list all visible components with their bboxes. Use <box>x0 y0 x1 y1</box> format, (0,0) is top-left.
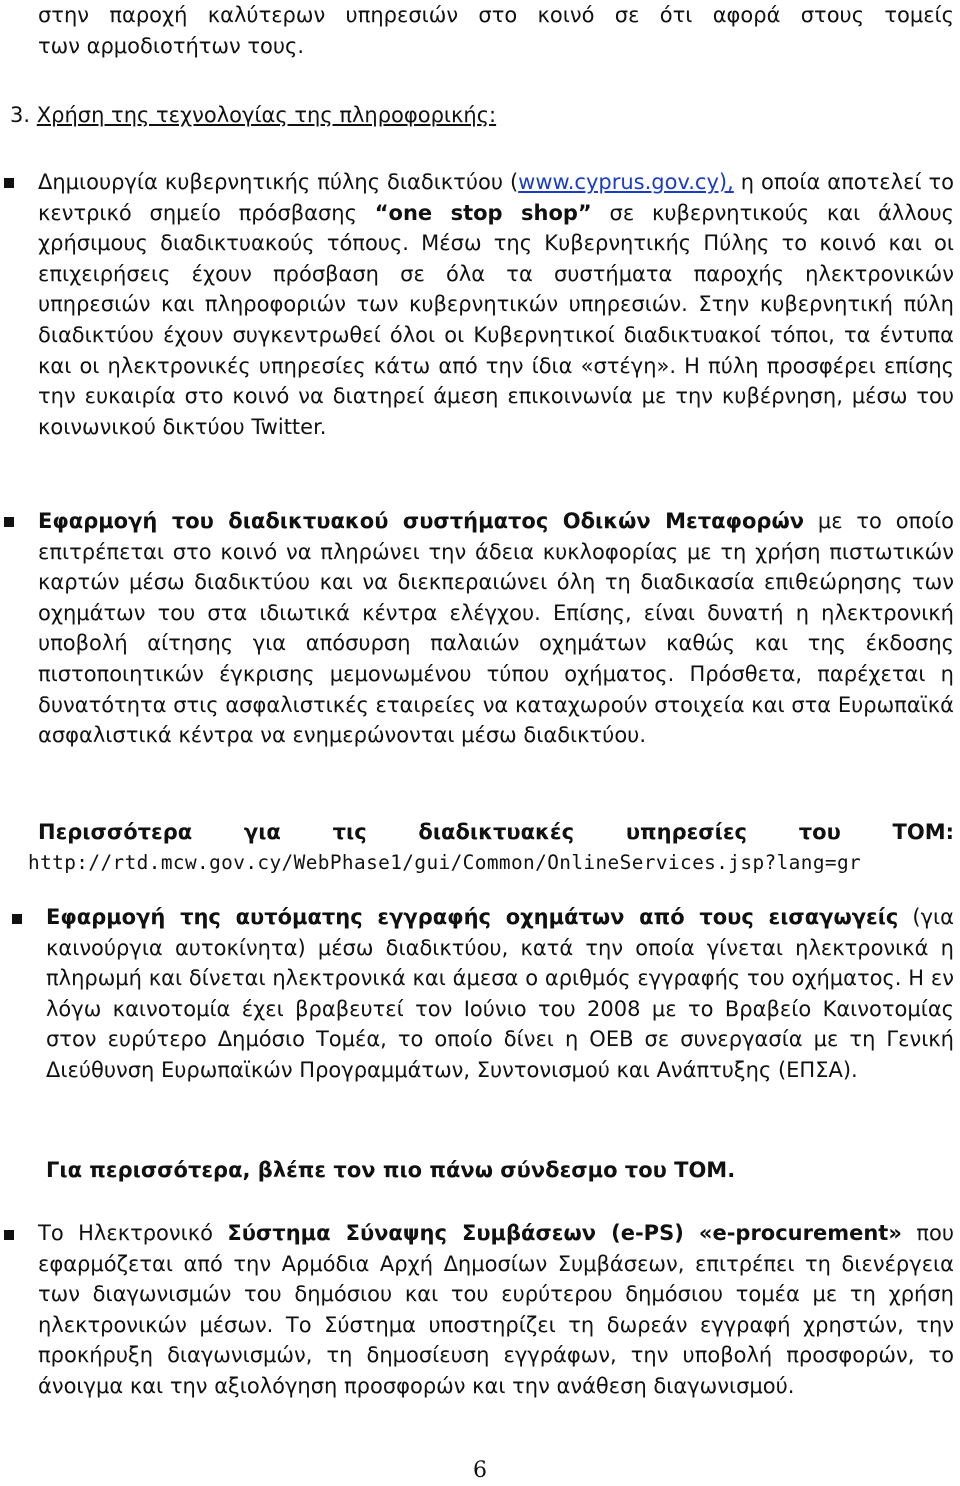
road-transport-title: Εφαρμογή του διαδικτυακού συστήματος Οδικών Μεταφορών <box>38 509 805 533</box>
intro-line-2: των αρμοδιοτήτων τους. <box>38 34 305 58</box>
auto-registration-text: (για καινούργια αυτοκίνητα) μέσω διαδικτύου, κατά την οποία γίνεται ηλεκτρονικά η πληρωμή και δίνεται ηλεκτρονικά και άμεσα ο αριθμός εγγραφής του οχήματος. Η εν λόγω καινοτομία έχει βραβευτεί τον Ιούνιο του 2008 με το Βραβείο Καινοτομίας στον ευρύτερο Δημόσιο Τομέα, το οποίο δίνει η ΟΕΒ σε συνεργασία με τη Γενική Διεύθυνση Ευρωπαϊκών Προγραμμάτων, Συντονισμού και Ανάπτυξης (ΕΠΣΑ). <box>46 905 954 1082</box>
e-procurement-paragraph <box>38 1218 954 1402</box>
portal-paragraph <box>38 167 954 442</box>
tom-url[interactable]: http://rtd.mcw.gov.cy/WebPhase1/gui/Common/OnlineServices.jsp?lang=gr <box>28 851 862 874</box>
portal-link[interactable]: www.cyprus.gov.cy), <box>518 170 734 194</box>
portal-text-1: Δημιουργία κυβερνητικής πύλης διαδικτύου ( <box>38 170 519 194</box>
e-procurement-text-2: που εφαρμόζεται από την Αρμόδια Αρχή Δημοσίων Συμβάσεων, επιτρέπει τη διενέργεια των διαγωνισμών του δημόσιου και του ευρύτερου δημόσιου τομέα με τη χρήση ηλεκτρονικών μέσων. Το Σύστημα υποστηρίζει τη δωρεάν εγγραφή χρηστών, την προκήρυξη διαγωνισμών, τη δημοσίευση εγγράφων, την υποβολή προσφορών, το άνοιγμα και την αξιολόγηση προσφορών και την ανάθεση διαγωνισμού. <box>38 1221 954 1398</box>
road-transport-text: με το οποίο επιτρέπεται στο κοινό να πληρώνει την άδεια κυκλοφορίας με τη χρήση πιστωτικών καρτών μέσω διαδικτύου και να διεκπεραιώνει όλη τη διαδικασία επιθεώρησης των οχημάτων του στα ιδιωτικά κέντρα ελέγχου. Επίσης, είναι δυνατή η ηλεκτρονική υποβολή αίτησης για απόσυρση παλαιών οχημάτων καθώς και της έκδοσης πιστοποιητικών έγκρισης μεμονωμένου τύπου οχήματος. Πρόσθετα, παρέχεται η δυνατότητα στις ασφαλιστικές εταιρείες να καταχωρούν στοιχεία και στα Ευρωπαϊκά ασφαλιστικά κέντρα να ενημερώνονται μέσω διαδικτύου. <box>38 509 955 748</box>
portal-text-2: η οποία αποτελεί το κεντρικό σημείο πρόσβασης <box>38 170 954 225</box>
bullet-icon <box>4 178 14 188</box>
section-number: 3. <box>10 103 31 127</box>
portal-text-3: σε κυβερνητικούς και άλλους χρήσιμους διαδικτυακούς τόπους. Μέσω της Κυβερνητικής Πύλης το κοινό και οι επιχειρήσεις έχουν πρόσβαση σε όλα τα συστήματα παροχής ηλεκτρονικών υπηρεσιών και πληροφοριών των κυβερνητικών υπηρεσιών. Στην κυβερνητική πύλη διαδικτύου έχουν συγκεντρωθεί όλοι οι Κυβερνητικοί διαδικτυακοί τόποι, τα έντυπα και οι ηλεκτρονικές υπηρεσίες κάτω από την ίδια «στέγη». Η πύλη προσφέρει επίσης την ευκαιρία στο κοινό να διατηρεί άμεση επικοινωνία με την κυβέρνηση, μέσω του κοινωνικού δικτύου Twitter. <box>38 200 954 439</box>
section-heading <box>10 100 610 130</box>
auto-registration-title: Εφαρμογή της αυτόματης εγγραφής οχημάτων από τους εισαγωγείς <box>46 905 899 929</box>
road-transport-paragraph <box>38 506 954 751</box>
e-procurement-text-1: Το Ηλεκτρονικό <box>38 1221 228 1245</box>
tom-more-label: Περισσότερα για τις διαδικτυακές υπηρεσίες του ΤΟΜ: <box>38 820 954 844</box>
section-title: Χρήση της τεχνολογίας της πληροφορικής: <box>36 103 497 127</box>
bullet-icon <box>4 517 14 527</box>
see-more-note: Για περισσότερα, βλέπε τον πιο πάνω σύνδεσμο του ΤΟΜ. <box>46 1158 736 1182</box>
page-number: 6 <box>473 1458 487 1483</box>
bullet-icon <box>12 914 22 924</box>
bullet-icon <box>4 1230 14 1240</box>
intro-line-1: στην παροχή καλύτερων υπηρεσιών στο κοινό σε ότι αφορά στους τομείς <box>38 3 954 27</box>
e-procurement-title: Σύστημα Σύναψης Συμβάσεων (e-PS) «e-procurement» <box>227 1221 902 1245</box>
auto-registration-paragraph <box>46 902 954 1086</box>
one-stop-shop-text: “one stop shop” <box>374 200 592 225</box>
